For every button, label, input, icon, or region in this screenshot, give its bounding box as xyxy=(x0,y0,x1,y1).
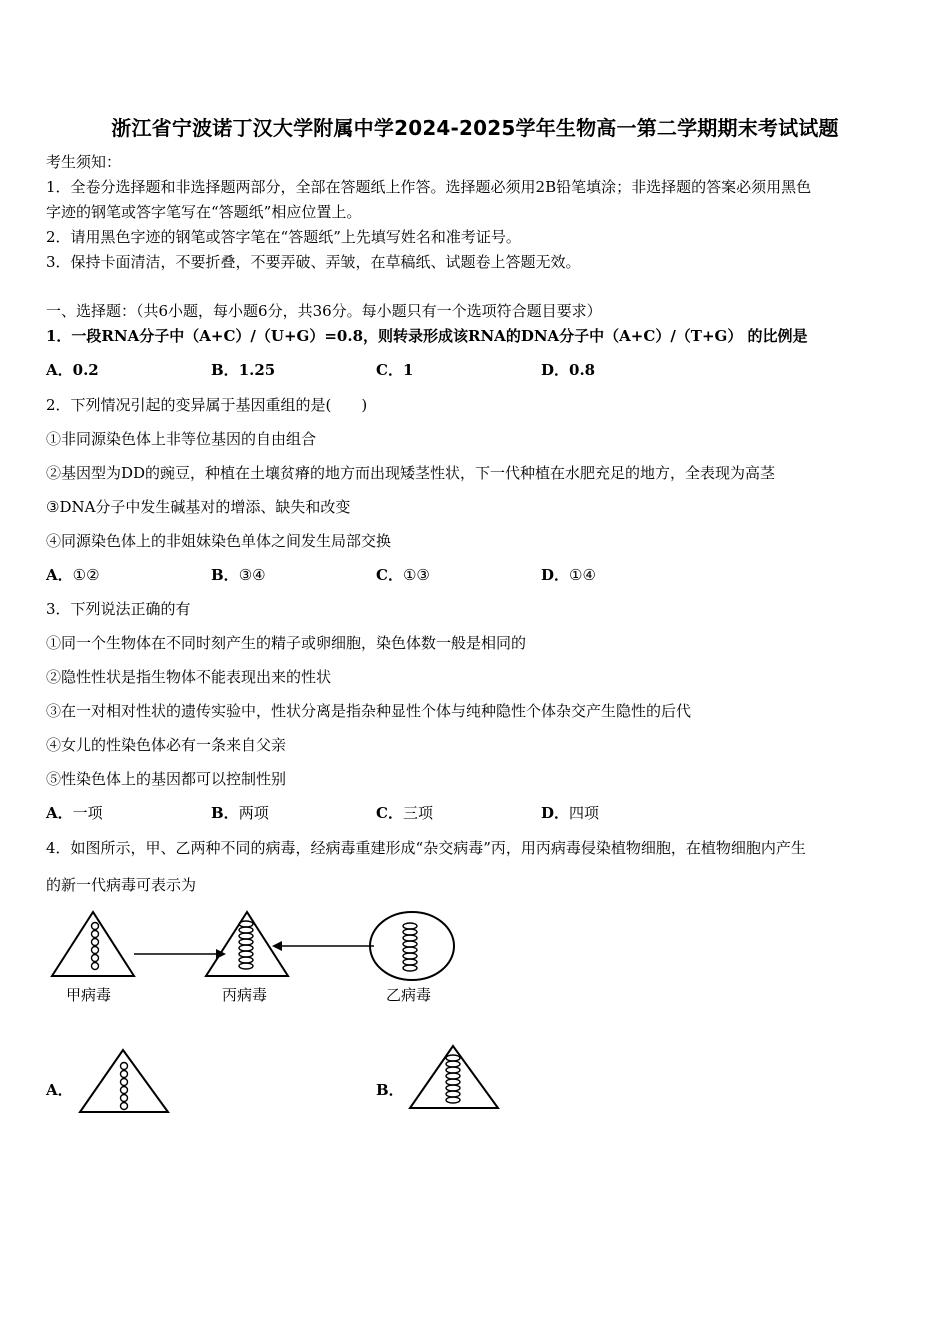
q3-option-b: B．两项 xyxy=(211,804,269,822)
virus-recombination-figure xyxy=(46,906,466,1010)
q3-option-d: D．四项 xyxy=(541,804,600,822)
page-title: 浙江省宁波诺丁汉大学附属中学2024-2025学年生物高一第二学期期末考试试题 xyxy=(111,116,839,140)
virus-c-rna-coil-icon xyxy=(239,921,253,969)
notice-item: 3．保持卡面清洁，不要折叠，不要弄破、弄皱，在草稿纸、试题卷上答题无效。 xyxy=(46,253,581,271)
q4-option-b-virus-icon xyxy=(404,1042,504,1114)
question-2-stem: 2．下列情况引起的变异属于基因重组的是( ) xyxy=(46,396,368,414)
q4-option-a-virus-icon xyxy=(74,1046,174,1118)
q1-option-d: D．0.8 xyxy=(541,361,596,379)
q4-option-b: B． xyxy=(376,1081,404,1099)
q2-item: ③DNA分子中发生碱基对的增添、缺失和改变 xyxy=(46,498,351,516)
virus-b-rna-coil-icon xyxy=(403,923,417,971)
question-1-stem: 1．一段RNA分子中（A+C）/（U+G）=0.8，则转录形成该RNA的DNA分子中（A+C）/（T+G） 的比例是 xyxy=(46,327,808,345)
question-3-stem: 3．下列说法正确的有 xyxy=(46,600,191,618)
q3-item: ①同一个生物体在不同时刻产生的精子或卵细胞，染色体数一般是相同的 xyxy=(46,634,527,652)
notice-item: 1．全卷分选择题和非选择题两部分，全部在答题纸上作答。选择题必须用2B铅笔填涂；非选择题的答案必须用黑色 xyxy=(46,178,812,196)
q3-item: ②隐性性状是指生物体不能表现出来的性状 xyxy=(46,668,332,686)
q3-option-a: A．一项 xyxy=(46,804,103,822)
q4-option-a: A． xyxy=(46,1081,73,1099)
virus-a-rna-coil-icon xyxy=(92,923,99,970)
notice-item: 2．请用黑色字迹的钢笔或答字笔在“答题纸”上先填写姓名和准考证号。 xyxy=(46,228,521,246)
q3-option-c: C．三项 xyxy=(376,804,433,822)
q2-option-c: C．①③ xyxy=(376,566,430,584)
q2-item: ①非同源染色体上非等位基因的自由组合 xyxy=(46,430,317,448)
q3-item: ③在一对相对性状的遗传实验中，性状分离是指杂种显性个体与纯种隐性个体杂交产生隐性的后代 xyxy=(46,702,692,720)
arrow-head-icon xyxy=(272,941,282,951)
q2-item: ④同源染色体上的非姐妹染色单体之间发生局部交换 xyxy=(46,532,392,550)
virus-a-label: 甲病毒 xyxy=(66,986,112,1004)
notice-heading: 考生须知： xyxy=(46,153,122,171)
q2-option-d: D．①④ xyxy=(541,566,596,584)
q3-item: ④女儿的性染色体必有一条来自父亲 xyxy=(46,736,287,754)
notice-item: 字迹的钢笔或答字笔写在“答题纸”相应位置上。 xyxy=(46,203,362,221)
section-heading: 一、选择题：（共6小题，每小题6分，共36分。每小题只有一个选项符合题目要求） xyxy=(46,302,602,320)
q2-item: ②基因型为DD的豌豆，种植在土壤贫瘠的地方而出现矮茎性状，下一代种植在水肥充足的地方，全表现为高茎 xyxy=(46,464,776,482)
q2-option-b: B．③④ xyxy=(211,566,266,584)
q1-option-a: A．0.2 xyxy=(46,361,99,379)
question-4-stem: 4．如图所示，甲、乙两种不同的病毒，经病毒重建形成“杂交病毒”丙，用丙病毒侵染植物细胞，在植物细胞内产生 xyxy=(46,839,806,857)
q1-option-c: C．1 xyxy=(376,361,414,379)
question-4-stem-continued: 的新一代病毒可表示为 xyxy=(46,876,197,894)
virus-c-label: 丙病毒 xyxy=(222,986,268,1004)
q3-item: ⑤性染色体上的基因都可以控制性别 xyxy=(46,770,287,788)
q1-option-b: B．1.25 xyxy=(211,361,276,379)
q2-option-a: A．①② xyxy=(46,566,100,584)
virus-b-capsid xyxy=(370,912,454,980)
virus-b-label: 乙病毒 xyxy=(386,986,432,1004)
